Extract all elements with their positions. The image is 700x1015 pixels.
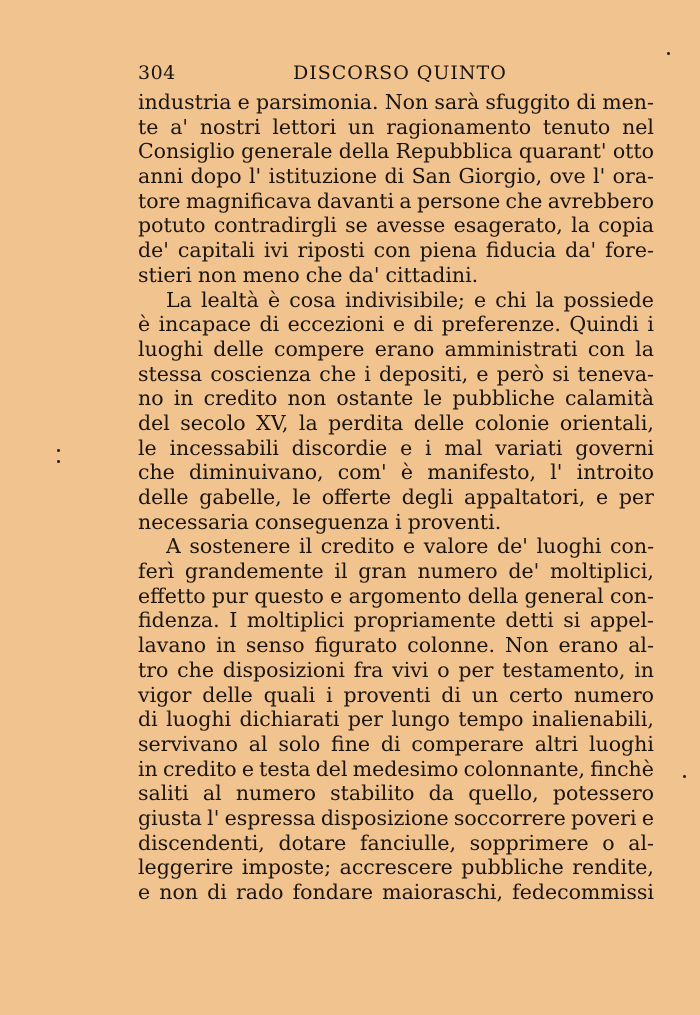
book-page xyxy=(138,58,654,905)
text-line: tore magnificava davanti a persone che avrebbero xyxy=(138,188,654,213)
text-line: giusta l' espressa disposizione soccorrere poveri e xyxy=(138,805,654,830)
text-line: tro che disposizioni fra vivi o per testamento, in xyxy=(138,657,654,682)
text-line: che diminuivano, com' è manifesto, l' introito xyxy=(138,460,654,485)
text-line: ferì grandemente il gran numero de' moltiplici, xyxy=(138,559,654,584)
text-line: e non di rado fondare maioraschi, fedecommissi xyxy=(138,880,654,904)
text-line: luoghi delle compere erano amministrati con la xyxy=(138,336,654,361)
text-line: necessaria conseguenza i proventi. xyxy=(138,509,502,534)
text-line: de' capitali ivi riposti con piena fiducia da' fore- xyxy=(138,238,654,263)
running-title: DISCORSO QUINTO xyxy=(293,62,507,84)
speck-mark xyxy=(57,449,60,452)
text-line: anni dopo l' istituzione di San Giorgio, ove l' ora- xyxy=(138,164,654,189)
text-line: delle gabelle, le offerte degli appaltatori, e per xyxy=(138,485,654,509)
text-line: di luoghi dichiarati per lungo tempo inalienabili, xyxy=(138,707,654,732)
text-line: effetto pur questo e argomento della general con- xyxy=(138,583,654,608)
text-line: vigor delle quali i proventi di un certo numero xyxy=(138,682,654,707)
text-line: fidenza. I moltiplici propriamente detti si appel- xyxy=(138,608,654,633)
text-line: servivano al solo fine di comperare altri luoghi xyxy=(138,731,654,756)
text-line: saliti al numero stabilito da quello, potessero xyxy=(138,781,654,806)
speck-mark xyxy=(57,460,60,463)
speck-mark xyxy=(683,775,686,778)
body-text xyxy=(138,90,654,905)
text-line: discendenti, dotare fanciulle, sopprimere o al- xyxy=(138,830,654,855)
text-line: stieri non meno che da' cittadini. xyxy=(138,262,479,287)
text-line: è incapace di eccezioni e di preferenze. Quindi i xyxy=(138,312,654,337)
text-line: stessa coscienza che i depositi, e però si teneva- xyxy=(138,361,654,386)
text-line: La lealtà è cosa indivisibile; e chi la possiede xyxy=(166,287,654,312)
text-line: potuto contradirgli se avesse esagerato, la copia xyxy=(138,213,654,238)
text-line: leggerire imposte; accrescere pubbliche rendite, xyxy=(138,855,654,880)
text-line: del secolo XV, la perdita delle colonie orientali, xyxy=(138,410,654,435)
speck-mark xyxy=(667,52,670,55)
text-line: A sostenere il credito e valore de' luoghi con- xyxy=(166,534,654,559)
text-line: no in credito non ostante le pubbliche calamità xyxy=(138,386,654,411)
text-line: lavano in senso figurato colonne. Non erano al- xyxy=(138,633,654,658)
text-line: in credito e testa del medesimo colonnante, finchè xyxy=(138,756,654,781)
page-header xyxy=(138,58,654,90)
text-line: industria e parsimonia. Non sarà sfuggito di men- xyxy=(138,90,654,114)
page-number: 304 xyxy=(138,62,176,84)
text-line: te a' nostri lettori un ragionamento tenuto nel xyxy=(138,114,654,139)
text-line: le incessabili discordie e i mal variati governi xyxy=(138,435,654,460)
text-line: Consiglio generale della Repubblica quarant' otto xyxy=(138,139,654,164)
